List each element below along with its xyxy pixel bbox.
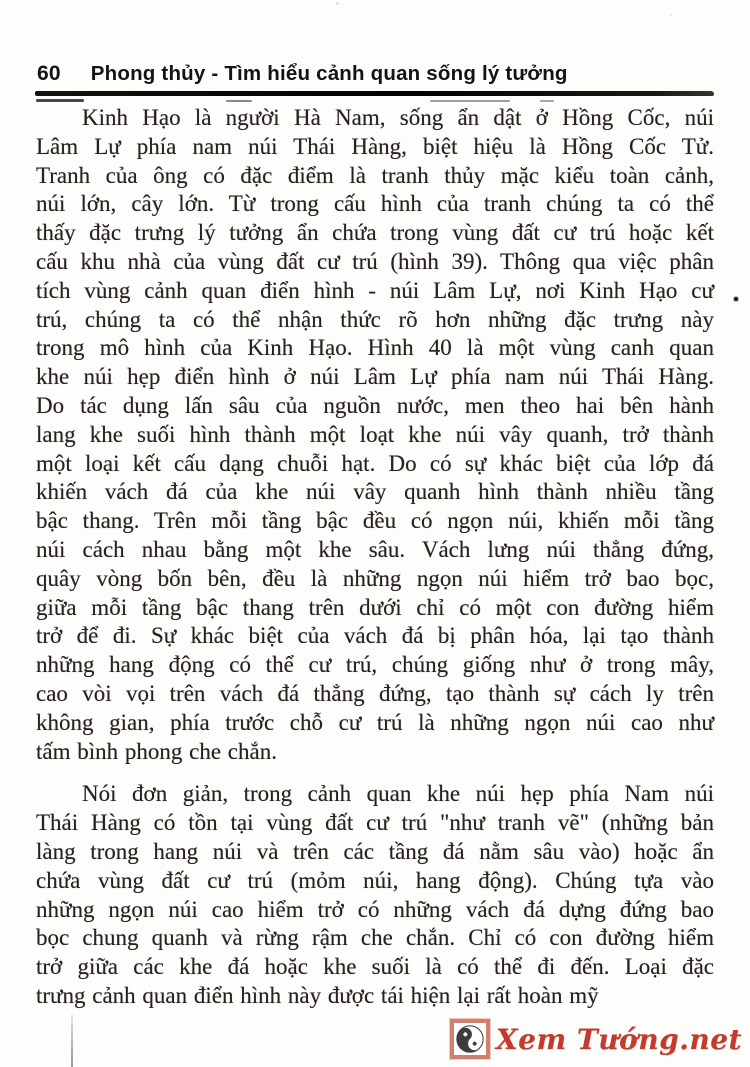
watermark-text: Xem Tướng.net xyxy=(495,1022,742,1056)
scan-line-artifact xyxy=(430,100,510,102)
text-line: cấu khu nhà của vùng đất cư trú (hình 39). Thông qua việc phân xyxy=(36,248,714,274)
scan-edge-artifact xyxy=(71,1014,73,1067)
text-line: làng trong hang núi và trên các tầng đá nằm sâu vào) hoặc ẩn xyxy=(36,838,714,864)
text-line: Thái Hàng có tồn tại vùng đất cư trú "như tranh vẽ" (những bản xyxy=(36,810,714,836)
text-line: khiến vách đá của khe núi vây quanh hình thành nhiều tầng xyxy=(36,479,714,505)
ink-speck xyxy=(336,2,339,5)
text-line: lang khe suối hình thành một loạt khe núi vây quanh, trở thành xyxy=(36,421,714,447)
text-line: khe núi hẹp điển hình ở núi Lâm Lự phía nam núi Thái Hàng. xyxy=(36,364,714,390)
text-line: núi cách nhau bằng một khe sâu. Vách lưng núi thẳng đứng, xyxy=(36,536,714,562)
text-line: Tranh của ông có đặc điểm là tranh thủy mặc kiểu toàn cảnh, xyxy=(36,162,714,188)
text-line: thấy đặc trưng lý tưởng ẩn chứa trong vùng đất cư trú hoặc kết xyxy=(36,220,714,246)
scan-line-artifact xyxy=(226,100,252,102)
header-rule xyxy=(35,91,714,96)
ink-speck xyxy=(734,297,738,301)
text-line: trở để đi. Sự khác biệt của vách đá bị phân hóa, lại tạo thành xyxy=(36,623,714,649)
text-line: tấm bình phong che chắn. xyxy=(36,738,277,764)
yin-yang-icon xyxy=(450,1019,490,1059)
text-line: một loại kết cấu dạng chuỗi hạt. Do có sự khác biệt của lớp đá xyxy=(36,450,714,476)
running-header xyxy=(37,62,715,86)
ink-speck xyxy=(670,14,673,17)
text-line: Do tác dụng lấn sâu của nguồn nước, men theo hai bên hành xyxy=(36,392,714,418)
text-line: trưng cảnh quan điển hình này được tái hiện lại rất hoàn mỹ xyxy=(36,982,599,1008)
text-line: trở giữa các khe đá hoặc khe suối là có thể đi đến. Loại đặc xyxy=(36,954,714,980)
text-line: Lâm Lự phía nam núi Thái Hàng, biệt hiệu là Hồng Cốc Tử. xyxy=(36,133,714,159)
text-line: Nói đơn giản, trong cảnh quan khe núi hẹp phía Nam núi xyxy=(82,781,714,807)
text-line: trú, chúng ta có thể nhận thức rõ hơn những đặc trưng này xyxy=(36,306,714,332)
running-header-title: Phong thủy - Tìm hiểu cảnh quan sống lý tưởng xyxy=(90,62,568,85)
text-line: chứa vùng đất cư trú (mỏm núi, hang động). Chúng tựa vào xyxy=(36,867,714,893)
text-line: bậc thang. Trên mỗi tầng bậc đều có ngọn núi, khiến mỗi tầng xyxy=(36,508,714,534)
text-line: bọc chung quanh và rừng rậm che chắn. Chỉ có con đường hiểm xyxy=(36,925,714,951)
text-line: những hang động có thể cư trú, chúng giống như ở trong mây, xyxy=(36,652,714,678)
text-line: giữa mỗi tầng bậc thang trên dưới chỉ có một con đường hiểm xyxy=(36,594,714,620)
text-line: trong mô hình của Kinh Hạo. Hình 40 là một vùng canh quan xyxy=(36,335,714,361)
paragraph xyxy=(36,780,714,1010)
text-line: không gian, phía trước chỗ cư trú là những ngọn núi cao như xyxy=(36,709,714,735)
watermark xyxy=(450,1019,742,1059)
scan-line-artifact xyxy=(36,99,84,102)
paragraph xyxy=(36,104,714,766)
page-number: 60 xyxy=(37,62,61,85)
text-line: những ngọn núi cao hiểm trở có những vách đá dựng đứng bao xyxy=(36,896,714,922)
body-text xyxy=(36,104,714,1011)
text-line: Kinh Hạo là người Hà Nam, sống ẩn dật ở Hồng Cốc, núi xyxy=(82,105,714,130)
scan-line-artifact xyxy=(540,100,554,102)
text-line: cao vòi vọi trên vách đá thẳng đứng, tạo thành sự cách ly trên xyxy=(36,680,714,706)
text-line: quây vòng bốn bên, đều là những ngọn núi hiểm trở bao bọc, xyxy=(36,565,714,591)
text-line: núi lớn, cây lớn. Từ trong cấu hình của tranh chúng ta có thể xyxy=(36,191,714,217)
text-line: tích vùng cảnh quan điển hình - núi Lâm Lự, nơi Kinh Hạo cư xyxy=(36,277,714,303)
